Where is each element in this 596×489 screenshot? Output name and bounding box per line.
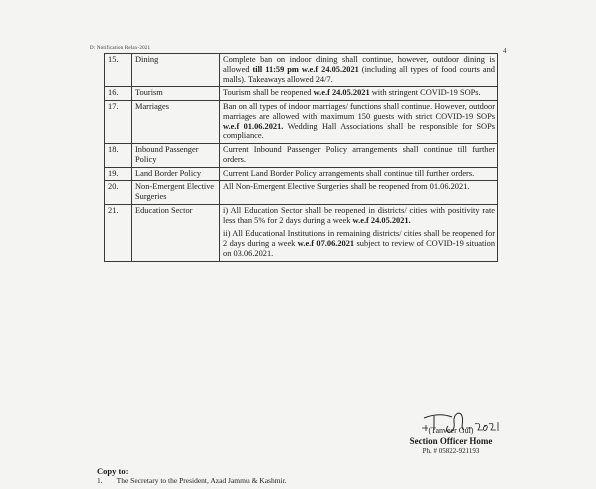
description-paragraph <box>223 229 495 258</box>
handwritten-signature <box>420 408 500 438</box>
row-description <box>220 167 498 181</box>
table-row <box>105 167 498 181</box>
description-paragraph <box>223 55 495 84</box>
row-number: 18. <box>105 144 132 168</box>
row-description <box>220 144 498 168</box>
row-sector: Dining <box>132 54 220 87</box>
text-segment: i) All Education Sector shall be reopened in districts/ cities with positivity rate less than 5% for 2 days during a week <box>223 205 495 225</box>
row-description <box>220 54 498 87</box>
row-number: 16. <box>105 87 132 101</box>
row-description <box>220 204 498 261</box>
row-description <box>220 181 498 205</box>
text-segment: ii) All Educational Institutions in remaining districts/ cities shall be reopened for 2 days during a week <box>223 229 495 248</box>
row-description <box>220 101 498 144</box>
row-sector: Non-Emergent Elective Surgeries <box>132 181 220 205</box>
page-number: 4 <box>503 47 507 55</box>
copy-to-item-number: 1. <box>97 476 103 485</box>
row-number: 17. <box>105 101 132 144</box>
table-row <box>105 101 498 144</box>
text-segment: Current Land Border Policy arrangements shall continue till further orders. <box>223 168 475 178</box>
sector-rules-table <box>104 53 498 262</box>
header-note: D: Notification Relax-2021 <box>90 46 151 51</box>
emphasized-text: w.e.f 07.06.2021 <box>297 239 355 248</box>
table-row <box>105 54 498 87</box>
copy-to-item <box>97 476 287 485</box>
description-paragraph <box>223 102 495 141</box>
description-paragraph <box>223 206 495 226</box>
row-number: 15. <box>105 54 132 87</box>
row-sector: Tourism <box>132 87 220 101</box>
table-row <box>105 181 498 205</box>
signatory-title: Section Officer Home <box>409 436 493 446</box>
text-segment: Ban on all types of indoor marriages/ functions shall continue. However, outdoor marriages are allowed with maximum 150 guests with strict COVID-19 SOPs <box>223 102 495 121</box>
table-row <box>105 204 498 261</box>
emphasized-text: w.e.f 01.06.2021. <box>223 121 284 131</box>
text-segment: Complete ban on indoor dining shall continue, however, outdoor dining is allowed <box>223 55 495 74</box>
description-paragraph <box>223 169 495 179</box>
text-segment: Wedding Hall Associations shall be responsible for SOPs compliance. <box>223 121 495 141</box>
row-number: 19. <box>105 167 132 181</box>
signature-block <box>396 414 506 455</box>
row-sector: Land Border Policy <box>132 167 220 181</box>
text-segment: with stringent COVID-19 SOPs. <box>369 88 481 98</box>
description-paragraph <box>223 88 495 98</box>
table-row <box>105 87 498 101</box>
text-segment: Current Inbound Passenger Policy arrangements shall continue till further orders. <box>223 145 495 164</box>
row-sector: Inbound Passenger Policy <box>132 144 220 168</box>
description-paragraph <box>223 145 495 165</box>
row-sector: Marriages <box>132 101 220 144</box>
description-paragraph <box>223 182 495 192</box>
copy-to-item-text: The Secretary to the President, Azad Jammu & Kashmir. <box>116 476 287 485</box>
emphasized-text: w.e.f 24.05.2021. <box>352 215 411 225</box>
text-segment: (including all types of food courts and malls). Takeaways allowed 24/7. <box>223 64 495 84</box>
table-row <box>105 144 498 168</box>
text-segment: Tourism shall be reopened <box>223 88 314 98</box>
emphasized-text: till 11:59 pm w.e.f 24.05.2021 <box>252 64 359 74</box>
row-number: 20. <box>105 181 132 205</box>
row-number: 21. <box>105 204 132 261</box>
emphasized-text: w.e.f 24.05.2021 <box>313 88 370 98</box>
signatory-phone: Ph. # 05822-921193 <box>422 447 480 455</box>
text-segment: All Non-Emergent Elective Surgeries shall be reopened from 01.06.2021. <box>223 182 470 192</box>
copy-to-label: Copy to: <box>97 466 129 476</box>
text-segment: subject to review of COVID-19 situation on 03.06.2021. <box>223 239 496 258</box>
row-description <box>220 87 498 101</box>
row-sector: Education Sector <box>132 204 220 261</box>
signatory-name: (Tanveer Gul) <box>428 426 474 435</box>
